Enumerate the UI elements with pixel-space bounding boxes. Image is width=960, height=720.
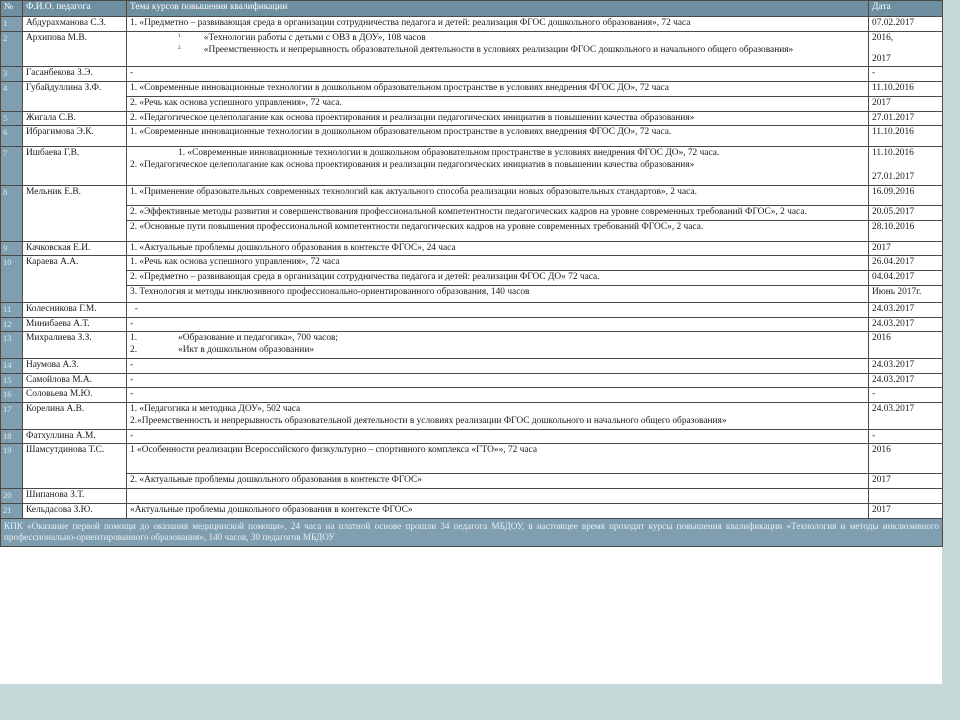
course-date: 24.03.2017 [869, 403, 943, 430]
teacher-name: Кельдасова З.Ю. [23, 503, 127, 518]
header-name: Ф.И.О. педагога [23, 1, 127, 17]
course-date: 24.03.2017 [869, 317, 943, 332]
teacher-name: Колесникова Г.М. [23, 302, 127, 317]
course-topic: «Актуальные проблемы дошкольного образования в контексте ФГОС» [127, 503, 869, 518]
table-subrow [1, 205, 943, 220]
topic-item: 2. «Преемственность и непрерывность образовательной деятельности в условиях реализации ФГОС дошкольного и начального общего образования» [178, 44, 794, 55]
course-topic: 2. «Предметно – развивающая среда в организации сотрудничества педагога и детей: реализация ФГОС ДО» 72 часа. [127, 271, 869, 286]
course-date: 2017 [869, 96, 943, 111]
table-row [1, 317, 943, 332]
table-subrow [1, 96, 943, 111]
course-topic: 1. «Педагогика и методика ДОУ», 502 часа 2.«Преемственность и непрерывность образовательной деятельности в условиях реализации ФГОС дошкольного и начального общего образования» [127, 403, 869, 430]
table-row [1, 185, 943, 205]
row-num: 3 [1, 67, 23, 82]
header-topic: Тема курсов повышения квалификации [127, 1, 869, 17]
course-date: 2016, 2017 [869, 31, 943, 67]
table-row [1, 358, 943, 373]
course-topic: - [127, 373, 869, 388]
table-header-row [1, 1, 943, 17]
course-topic: 1. «Современные инновационные технологии в дошкольном образовательном пространстве в условиях внедрения ФГОС ДО», 72 часа. [127, 126, 869, 147]
course-topic: - [127, 302, 869, 317]
table-row [1, 17, 943, 32]
table-row [1, 302, 943, 317]
course-date: 28.10.2016 [869, 220, 943, 241]
teacher-name: Фатхуллина А.М. [23, 429, 127, 444]
course-topic: 1. «Речь как основа успешного управления», 72 часа [127, 256, 869, 271]
course-topic: 3. Технология и методы инклюзивного профессионально-ориентированного образования, 140 часов [127, 285, 869, 302]
course-date: - [869, 67, 943, 82]
teacher-name: Минибаева А.Т. [23, 317, 127, 332]
teacher-name: Архипова М.В. [23, 31, 127, 67]
course-topic: 1 «Особенности реализации Всероссийского физкультурно – спортивного комплекса «ГТО»», 72 часа [127, 444, 869, 474]
course-topic: 2. «Актуальные проблемы дошкольного образования в контексте ФГОС» [127, 474, 869, 489]
table-row [1, 429, 943, 444]
table-subrow [1, 220, 943, 241]
table-row [1, 373, 943, 388]
teacher-name: Шамсутдинова Т.С. [23, 444, 127, 489]
course-topic: - [127, 429, 869, 444]
row-num: 10 [1, 256, 23, 303]
topic-item: 2. «Икт в дошкольном образовании» [130, 345, 315, 355]
table-row [1, 111, 943, 126]
table-subrow [1, 474, 943, 489]
teacher-name: Михралиева З.З. [23, 332, 127, 359]
teacher-name: Ибрагимова Э.К. [23, 126, 127, 147]
row-num: 6 [1, 126, 23, 147]
course-topic: - [127, 358, 869, 373]
course-date: 2016 [869, 444, 943, 474]
table-row [1, 403, 943, 430]
course-date: 11.10.2016 [869, 126, 943, 147]
teacher-name: Абдурахманова С.З. [23, 17, 127, 32]
course-topic: - [127, 317, 869, 332]
course-date: 11.10.2016 [869, 82, 943, 97]
header-date: Дата [869, 1, 943, 17]
course-topic: 2. «Эффективные методы развития и совершенствования профессиональной компетентности педагогических кадров на уровне современных требований ФГОС», 2 часа. [127, 205, 869, 220]
row-num: 18 [1, 429, 23, 444]
course-date: 24.03.2017 [869, 302, 943, 317]
bullet-icon: 2. [178, 46, 182, 52]
teacher-name: Караева А.А. [23, 256, 127, 303]
course-date: Июнь 2017г. [869, 285, 943, 302]
row-num: 17 [1, 403, 23, 430]
table-row [1, 444, 943, 474]
row-num: 19 [1, 444, 23, 489]
course-topic [127, 31, 869, 67]
course-date: 2017 [869, 241, 943, 256]
table-row [1, 31, 943, 67]
bullet-icon: 1. [178, 34, 182, 40]
teacher-name: Мельник Е.В. [23, 185, 127, 241]
row-num: 12 [1, 317, 23, 332]
row-num: 16 [1, 388, 23, 403]
teacher-name: Наумова А.З. [23, 358, 127, 373]
row-num: 7 [1, 147, 23, 186]
table-row [1, 256, 943, 271]
row-num: 1 [1, 17, 23, 32]
table-row [1, 388, 943, 403]
table-row [1, 332, 943, 359]
footer-note: КПК «Оказание первой помощи до оказания медицинской помощи», 24 часа на платной основе прошли 34 педагога МБДОУ, в настоящее время проходят курсы повышения квалификации «Технология и методы инклюзивного профессионально-ориентированного образования», 140 часов, 30 педагогов МБДОУ [1, 518, 943, 546]
row-num: 8 [1, 185, 23, 241]
course-topic: - [127, 67, 869, 82]
course-date: 2017 [869, 503, 943, 518]
course-topic: - [127, 388, 869, 403]
row-num: 21 [1, 503, 23, 518]
course-topic: 2. «Педагогическое целеполагание как основа проектирования и реализации педагогических инициатив в повышении качества образования» [127, 111, 869, 126]
topic-item: 1. «Технологии работы с детьми с ОВЗ в ДОУ», 108 часов [178, 32, 426, 43]
teacher-name: Соловьева М.Ю. [23, 388, 127, 403]
table-row [1, 503, 943, 518]
course-date: 07.02.2017 [869, 17, 943, 32]
course-date [869, 489, 943, 504]
table-row [1, 82, 943, 97]
course-date: 04.04.2017 [869, 271, 943, 286]
course-date: 27.01.2017 [869, 111, 943, 126]
row-num: 15 [1, 373, 23, 388]
course-date: - [869, 429, 943, 444]
course-topic: 1. «Современные инновационные технологии в дошкольном образовательном пространстве в условиях внедрения ФГОС ДО», 72 часа [127, 82, 869, 97]
course-topic [127, 332, 869, 359]
course-date: - [869, 388, 943, 403]
topic-item: 1. «Образование и педагогика», 700 часов; [130, 333, 339, 344]
course-topic [127, 489, 869, 504]
teacher-name: Ишбаева Г.В. [23, 147, 127, 186]
footer-row [1, 518, 943, 546]
row-num: 5 [1, 111, 23, 126]
table-row [1, 489, 943, 504]
course-date: 26.04.2017 [869, 256, 943, 271]
course-topic: 1. «Современные инновационные технологии в дошкольном образовательном пространстве в условиях внедрения ФГОС ДО», 72 часа. 2. «Педагогическое целеполагание как основа проектирования и реализации педагогических инициатив в повышении качества образования» [127, 147, 869, 186]
course-date: 16.09.2016 [869, 185, 943, 205]
teacher-name: Корелина А.В. [23, 403, 127, 430]
teacher-name: Шипанова З.Т. [23, 489, 127, 504]
course-topic: 1. «Предметно – развивающая среда в организации сотрудничества педагога и детей: реализация ФГОС дошкольного образования», 72 часа [127, 17, 869, 32]
row-num: 20 [1, 489, 23, 504]
teacher-name: Качковская Е.И. [23, 241, 127, 256]
course-date: 2017 [869, 474, 943, 489]
table-subrow [1, 285, 943, 302]
row-num: 4 [1, 82, 23, 112]
course-date: 24.03.2017 [869, 358, 943, 373]
table-row [1, 67, 943, 82]
table-subrow [1, 271, 943, 286]
teacher-name: Гасанбекова З.Э. [23, 67, 127, 82]
teacher-name: Самойлова М.А. [23, 373, 127, 388]
table-row [1, 147, 943, 186]
course-topic: 2. «Основные пути повышения профессиональной компетентности педагогических кадров на уровне современных требований ФГОС», 2 часа. [127, 220, 869, 241]
course-topic: 1. «Применение образовательных современных технологий как актуального способа реализации новых образовательных стандартов», 2 часа. [127, 185, 869, 205]
row-num: 11 [1, 302, 23, 317]
course-topic: 1. «Актуальные проблемы дошкольного образования в контексте ФГОС», 24 часа [127, 241, 869, 256]
course-date: 2016 [869, 332, 943, 359]
row-num: 14 [1, 358, 23, 373]
header-num: № [1, 1, 23, 17]
row-num: 13 [1, 332, 23, 359]
teacher-name: Жигала С.В. [23, 111, 127, 126]
course-date: 24.03.2017 [869, 373, 943, 388]
course-date: 11.10.2016 27.01.2017 [869, 147, 943, 186]
table-row [1, 241, 943, 256]
course-topic: 2. «Речь как основа успешного управления», 72 часа. [127, 96, 869, 111]
table-row [1, 126, 943, 147]
row-num: 9 [1, 241, 23, 256]
row-num: 2 [1, 31, 23, 67]
teacher-name: Губайдуллина З.Ф. [23, 82, 127, 112]
course-date: 20.05.2017 [869, 205, 943, 220]
